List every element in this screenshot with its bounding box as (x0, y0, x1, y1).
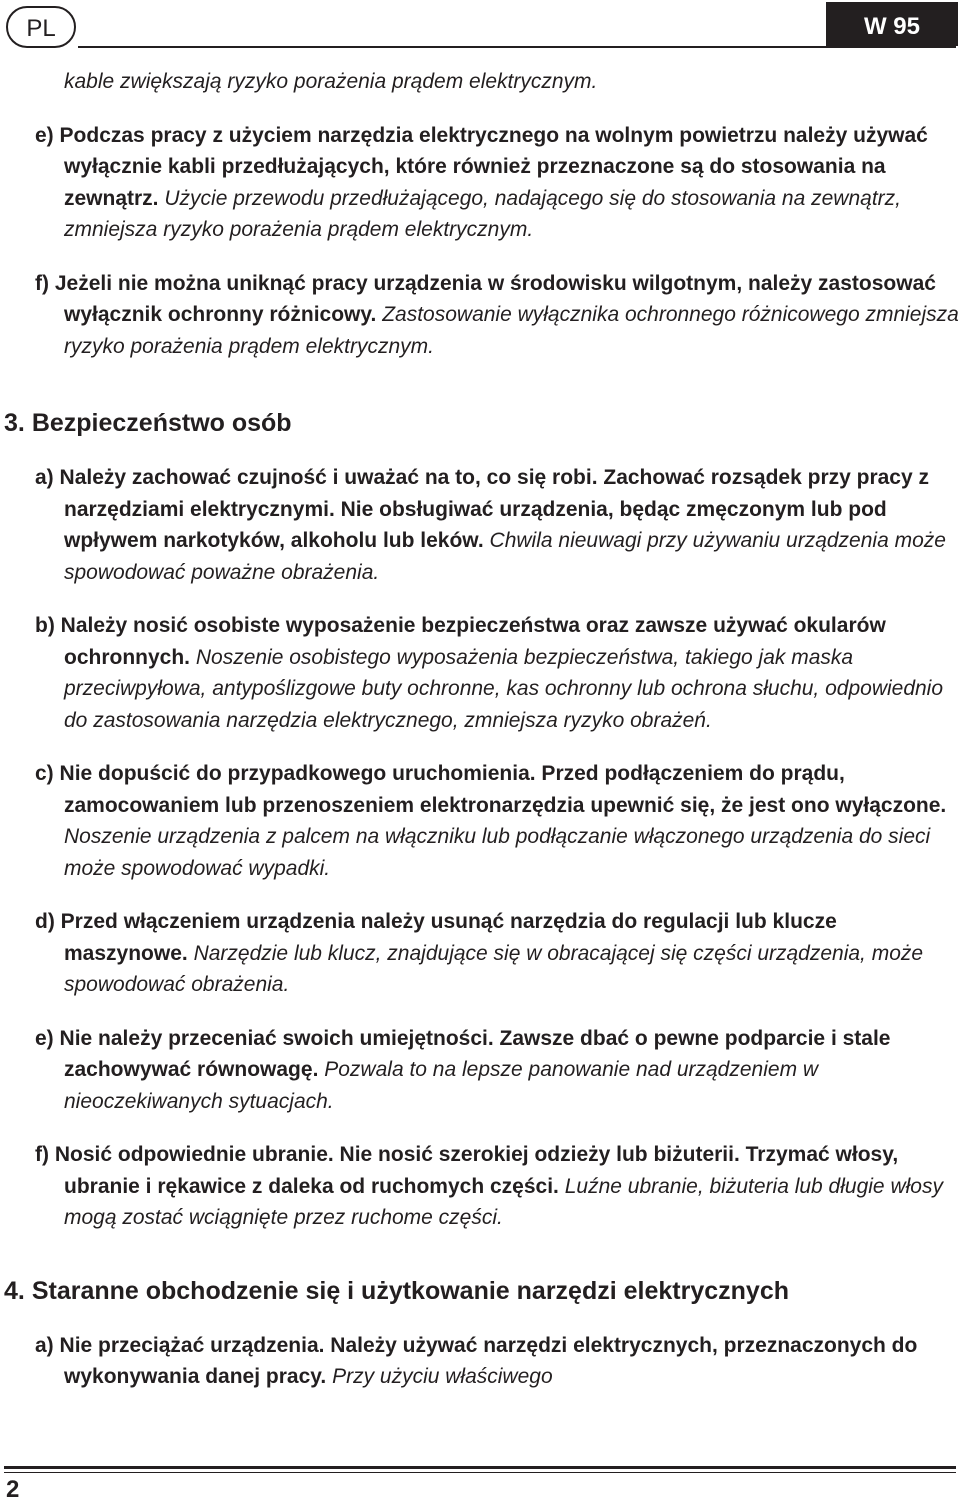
item-italic-text: Noszenie osobistego wyposażenia bezpieczeństwa, takiego jak maska przeciwpyłowa, antypoślizgowe buty ochronne, kas ochronny lub ochrona słuchu, odpowiednio do zastosowania narzędzia elektrycznego, zmniejsza ryzyko obrażeń. (64, 645, 944, 732)
item-bold-text: Nie należy przeceniać swoich umiejętności. Zawsze dbać o pewne podparcie i stale zachowywać równowagę. (59, 1026, 891, 1081)
item-3a (0, 462, 960, 588)
section-title: Bezpieczeństwo osób (31, 409, 292, 437)
item-label: e) (35, 123, 54, 147)
item-2e (0, 120, 960, 246)
item-label: f) (35, 1143, 49, 1166)
item-label: d) (35, 910, 55, 933)
item-3d (0, 906, 960, 1001)
item-label: f) (35, 271, 49, 295)
item-label: b) (35, 614, 55, 637)
section-heading-3 (0, 406, 960, 440)
item-bold-text: Należy zachować czujność i uważać na to, co się robi. Zachować rozsądek przy pracy z narzędziami elektrycznymi. Nie obsługiwać urządzenia, będąc zmęczonym lub pod wpływem narkotyków, alkoholu lub leków. (59, 466, 930, 552)
footer-rule-thin (4, 1472, 956, 1473)
language-code: PL (26, 15, 56, 42)
item-italic-text: Narzędzie lub klucz, znajdujące się w obracającej się części urządzenia, może spowodować obrażenia. (64, 941, 924, 996)
item-4a (0, 1330, 960, 1393)
footer-rule (4, 1466, 956, 1469)
model-badge (826, 2, 958, 46)
intro-paragraph (0, 66, 960, 98)
item-3e (0, 1023, 960, 1118)
item-bold-text: Podczas pracy z użyciem narzędzia elektrycznego na wolnym powietrzu należy używać wyłącznie kabli przedłużających, które również przeznaczone są do stosowania na zewnątrz. (59, 123, 928, 210)
item-label: a) (35, 466, 54, 489)
page-number: 2 (6, 1476, 20, 1503)
item-italic-text: Przy użyciu właściwego (332, 1365, 553, 1388)
section-title: Staranne obchodzenie się i użytkowanie narzędzi elektrycznych (31, 1276, 789, 1305)
item-italic-text: Luźne ubranie, biżuteria lub długie włosy mogą zostać wciągnięte przez ruchome części. (64, 1174, 943, 1229)
item-label: e) (35, 1026, 54, 1050)
item-bold-text: Nie przeciążać urządzenia. Należy używać narzędzi elektrycznych, przeznaczonych do wykonywania danej pracy. (59, 1333, 918, 1388)
intro-text: kable zwiększają ryzyko porażenia prądem elektrycznym. (64, 70, 598, 93)
item-label: c) (35, 762, 54, 785)
item-label: a) (35, 1333, 54, 1357)
item-3f (0, 1139, 960, 1234)
item-italic-text: Noszenie urządzenia z palcem na włączniku lub podłączanie włączonego urządzenia do sieci może spowodować wypadki. (64, 825, 931, 880)
item-italic-text: Użycie przewodu przedłużającego, nadającego się do stosowania na zewnątrz, zmniejsza ryzyko porażenia prądem elektrycznym. (64, 186, 901, 241)
section-number: 3. (4, 409, 25, 437)
header-rule (78, 46, 956, 48)
item-italic-text: Zastosowanie wyłącznika ochronnego różnicowego zmniejsza ryzyko porażenia prądem elektrycznym. (64, 303, 959, 358)
item-3b (0, 610, 960, 736)
item-bold-text: Należy nosić osobiste wyposażenie bezpieczeństwa oraz zawsze używać okularów ochronnych. (60, 614, 886, 669)
item-bold-text: Nosić odpowiednie ubranie. Nie nosić szerokiej odzieży lub biżuterii. Trzymać włosy, ubranie i rękawice z daleka od ruchomych części. (54, 1143, 899, 1198)
item-3c (0, 758, 960, 884)
section-heading-4 (0, 1274, 960, 1308)
item-bold-text: Przed włączeniem urządzenia należy usunąć narzędzia do regulacji lub klucze maszynowe. (60, 910, 837, 965)
item-bold-text: Jeżeli nie można uniknąć pracy urządzenia w środowisku wilgotnym, należy zastosować wyłącznik ochronny różnicowy. (54, 271, 936, 326)
section-number: 4. (4, 1276, 25, 1305)
item-bold-text: Nie dopuścić do przypadkowego uruchomienia. Przed podłączeniem do prądu, zamocowaniem lub przenoszeniem elektronarzędzia upewnić się, że jest ono wyłączone. (59, 762, 947, 817)
page-content (0, 66, 960, 1393)
language-badge (6, 6, 76, 48)
item-2f (0, 268, 960, 363)
item-italic-text: Chwila nieuwagi przy używaniu urządzenia może spowodować poważne obrażenia. (64, 529, 946, 584)
item-italic-text: Pozwala to na lepsze panowanie nad urządzeniem w nieoczekiwanych sytuacjach. (64, 1058, 819, 1113)
model-name: W 95 (863, 13, 920, 40)
